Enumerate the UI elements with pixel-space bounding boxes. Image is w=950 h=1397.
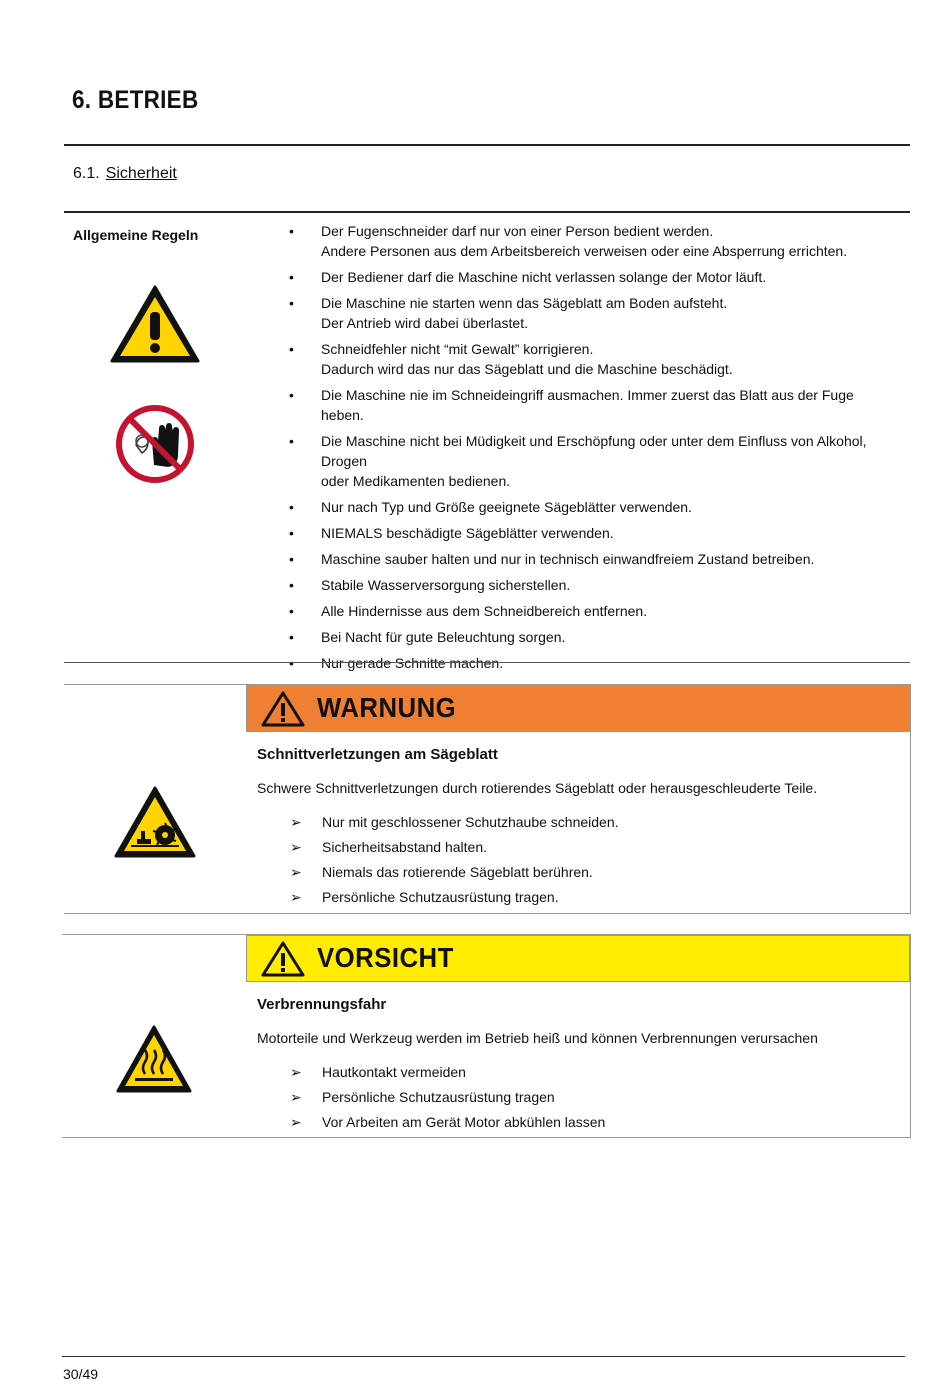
warning-triangle-icon: [109, 284, 201, 364]
caution-description: Motorteile und Werkzeug werden im Betrieb heiß und können Verbrennungen verursachen: [257, 1030, 818, 1046]
hot-surface-icon: [115, 1024, 193, 1094]
list-item: • Maschine sauber halten und nur in technisch einwandfreiem Zustand betreiben.: [289, 551, 815, 567]
section-divider: [64, 211, 910, 213]
no-access-hand-icon: [116, 405, 194, 483]
warning-signal-word: WARNUNG: [317, 692, 457, 723]
list-item: ➢ Persönliche Schutzausrüstung tragen: [290, 1089, 555, 1105]
chapter-title: 6. BETRIEB: [72, 86, 199, 114]
list-item: • Der Fugenschneider darf nur von einer Person bedient werden. Andere Personen aus dem Arbeitsbereich verweisen oder eine Absperrung errichten.: [289, 223, 848, 259]
list-item: • Die Maschine nicht bei Müdigkeit und Erschöpfung oder unter dem Einfluss von Alkohol, Drogen oder Medikamenten bedienen.: [289, 433, 867, 489]
list-item: • Die Maschine nie im Schneideingriff ausmachen. Immer zuerst das Blatt aus der Fuge heben.: [289, 387, 854, 423]
general-rules-label: Allgemeine Regeln: [73, 227, 199, 243]
list-item: ➢ Nur mit geschlossener Schutzhaube schneiden.: [290, 814, 619, 830]
warning-title: Schnittverletzungen am Sägeblatt: [257, 746, 498, 763]
section-title: Sicherheit: [105, 165, 177, 182]
chapter-divider: [64, 144, 910, 146]
warning-sign-icon: [261, 691, 305, 727]
section-number: 6.1.: [73, 165, 100, 182]
saw-blade-hazard-icon: [113, 785, 197, 859]
caution-title: Verbrennungsfahr: [257, 996, 387, 1013]
list-item: • Bei Nacht für gute Beleuchtung sorgen.: [289, 629, 566, 645]
section-heading: [73, 165, 177, 183]
caution-signal-word: VORSICHT: [317, 942, 454, 973]
list-item: ➢ Vor Arbeiten am Gerät Motor abkühlen lassen: [290, 1114, 606, 1130]
list-item: ➢ Niemals das rotierende Sägeblatt berühren.: [290, 864, 593, 880]
warning-sign-icon: [261, 941, 305, 977]
list-item: ➢ Sicherheitsabstand halten.: [290, 839, 487, 855]
caution-measures-list: [290, 1062, 605, 1137]
list-item: • Stabile Wasserversorgung sicherstellen.: [289, 577, 571, 593]
list-item: • Schneidfehler nicht “mit Gewalt” korrigieren. Dadurch wird das nur das Sägeblatt und die Maschine beschädigt.: [289, 341, 733, 377]
list-item: • Nur nach Typ und Größe geeignete Sägeblätter verwenden.: [289, 499, 692, 515]
footer-divider: [62, 1356, 905, 1357]
list-item: • Nur gerade Schnitte machen.: [289, 655, 504, 671]
warning-measures-list: [290, 812, 619, 912]
list-item: • NIEMALS beschädigte Sägeblätter verwenden.: [289, 525, 614, 541]
list-item: ➢ Persönliche Schutzausrüstung tragen.: [290, 889, 559, 905]
caution-header: [246, 935, 910, 982]
general-rules-list: [285, 221, 895, 679]
warning-header: [246, 685, 910, 732]
page-number: 30/49: [63, 1366, 99, 1382]
list-item: • Der Bediener darf die Maschine nicht verlassen solange der Motor läuft.: [289, 269, 767, 285]
warning-description: Schwere Schnittverletzungen durch rotierendes Sägeblatt oder herausgeschleuderte Teile.: [257, 780, 818, 796]
list-item: ➢ Hautkontakt vermeiden: [290, 1064, 466, 1080]
rules-divider: [64, 662, 910, 663]
list-item: • Die Maschine nie starten wenn das Sägeblatt am Boden aufsteht. Der Antrieb wird dabei überlastet.: [289, 295, 728, 331]
list-item: • Alle Hindernisse aus dem Schneidbereich entfernen.: [289, 603, 648, 619]
